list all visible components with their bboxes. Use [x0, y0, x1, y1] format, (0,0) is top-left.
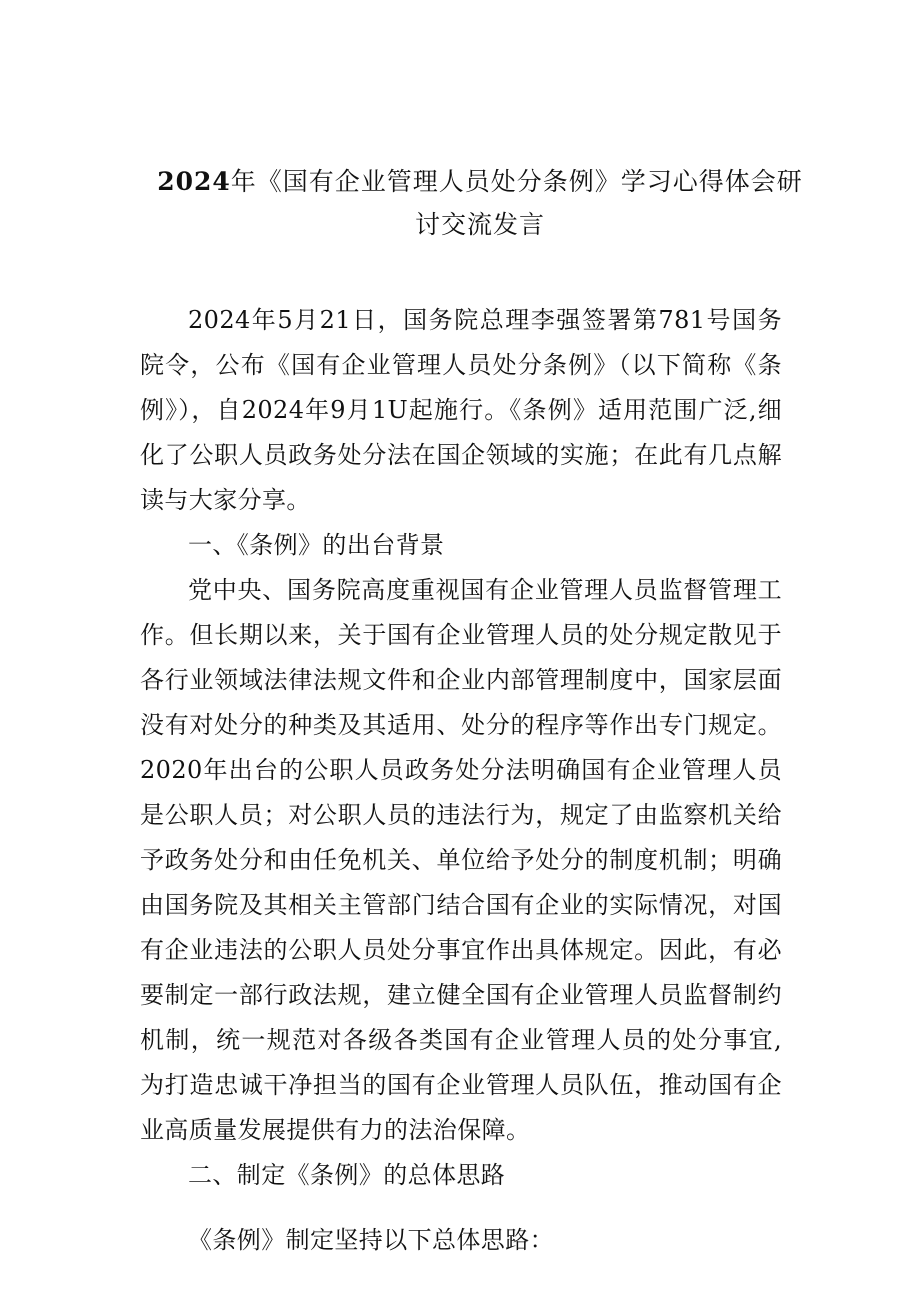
section-heading-approach: 二、制定《条例》的总体思路 — [188, 1161, 506, 1189]
approach-intro-paragraph: 《条例》制定坚持以下总体思路： — [188, 1226, 554, 1254]
document-body — [140, 298, 782, 1263]
intro-paragraph: 2024年5月21日，国务院总理李强签署第781号国务院令，公布《国有企业管理人员处分条例》（以下简称《条例》），自2024年9月1U起施行。《条例》适用范围广泛,细化了公职人员政务处分法在国企领域的实施；在此有几点解读与大家分享。 — [140, 306, 782, 514]
title-text: 年《国有企业管理人员处分条例》学习心得体会研讨交流发言 — [230, 167, 803, 239]
section-heading-background: 一、《条例》的出台背景 — [188, 531, 445, 559]
document-title — [150, 160, 810, 246]
title-year: 2024 — [157, 167, 231, 196]
background-paragraph: 党中央、国务院高度重视国有企业管理人员监督管理工作。但长期以来，关于国有企业管理人员的处分规定散见于各行业领域法律法规文件和企业内部管理制度中，国家层面没有对处分的种类及其适用、处分的程序等作出专门规定。2020年出台的公职人员政务处分法明确国有企业管理人员是公职人员；对公职人员的违法行为，规定了由监察机关给予政务处分和由任免机关、单位给予处分的制度机制；明确由国务院及其相关主管部门结合国有企业的实际情况，对国有企业违法的公职人员处分事宜作出具体规定。因此，有必要制定一部行政法规，建立健全国有企业管理人员监督制约机制，统一规范对各级各类国有企业管理人员的处分事宜,为打造忠诚干净担当的国有企业管理人员队伍，推动国有企业高质量发展提供有力的法治保障。 — [140, 576, 782, 1144]
